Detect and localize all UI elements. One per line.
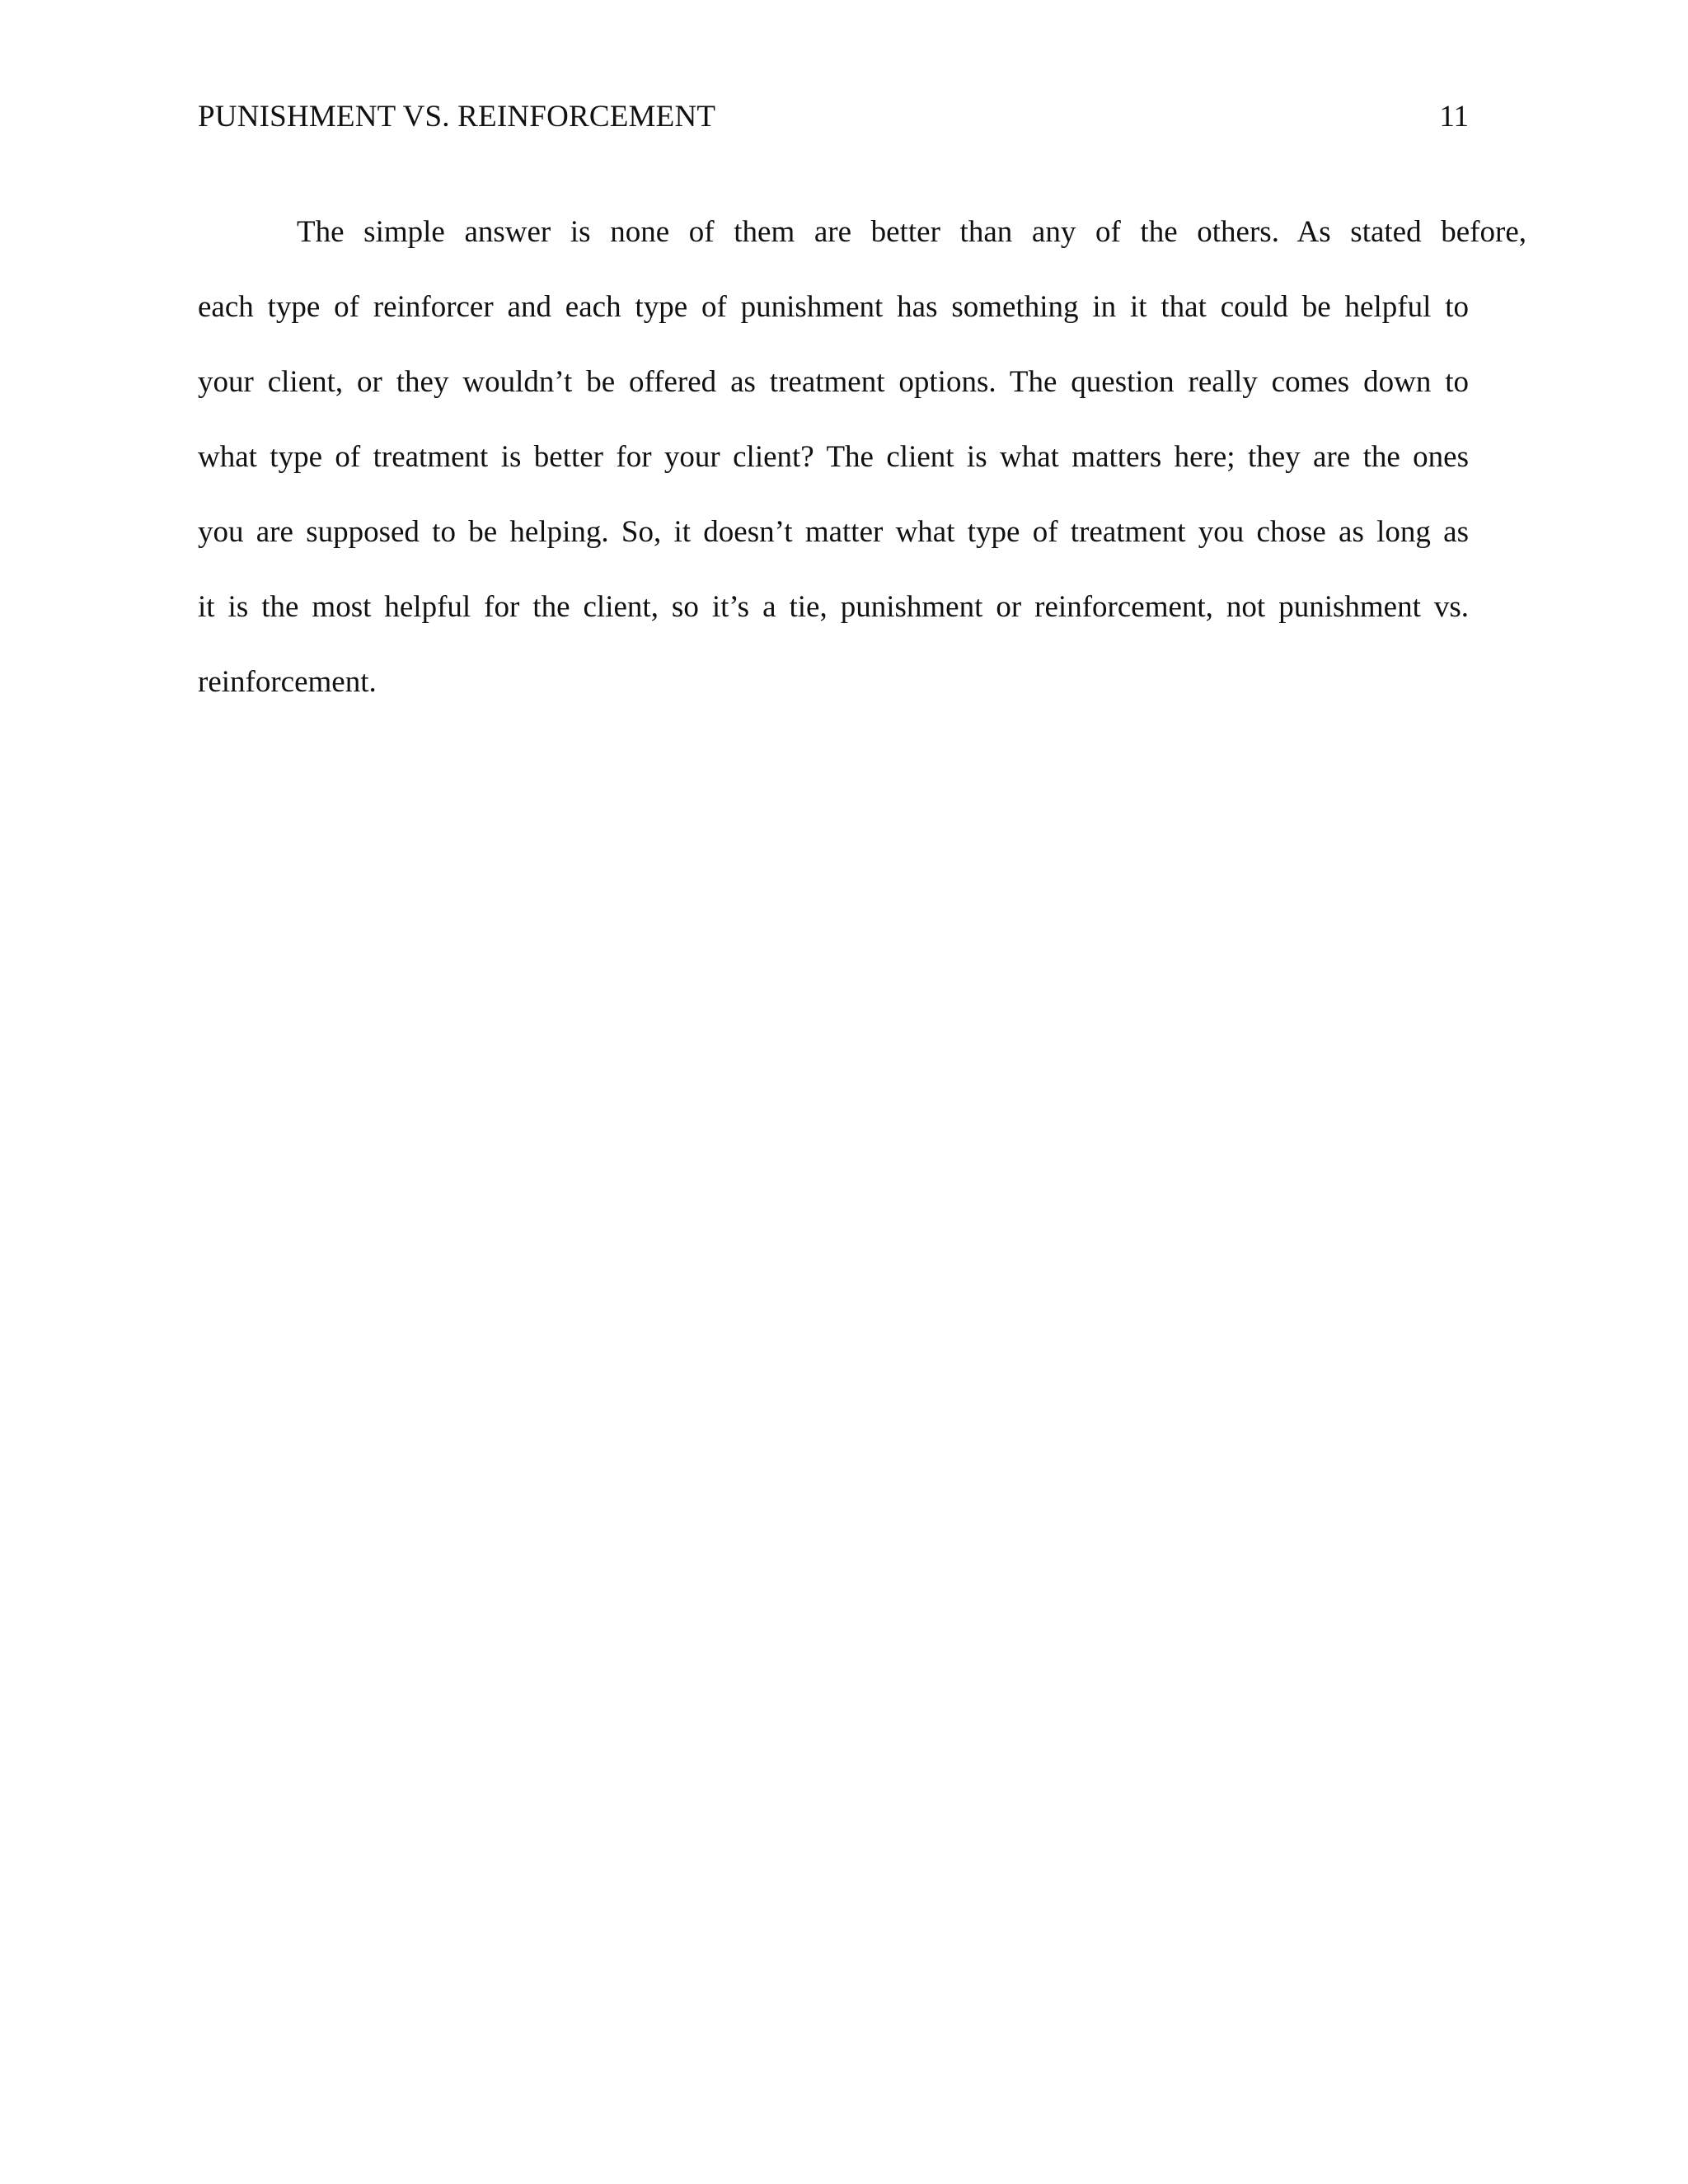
paragraph-line: each type of reinforcer and each type of punishment has something in it that could be helpful to bbox=[198, 290, 1469, 324]
page-number: 11 bbox=[1439, 100, 1469, 134]
paragraph-line: it is the most helpful for the client, so it’s a tie, punishment or reinforcement, not punishment vs. bbox=[198, 590, 1469, 624]
paragraph-line: you are supposed to be helping. So, it doesn’t matter what type of treatment you chose as long as bbox=[198, 515, 1469, 549]
paragraph-line: The simple answer is none of them are better than any of the others. As stated before, bbox=[297, 215, 1526, 249]
body-paragraph bbox=[198, 194, 1526, 719]
paragraph-line: your client, or they wouldn’t be offered as treatment options. The question really comes down to bbox=[198, 365, 1469, 399]
paragraph-line: what type of treatment is better for your client? The client is what matters here; they are the ones bbox=[198, 440, 1469, 474]
paragraph-line: reinforcement. bbox=[198, 665, 377, 699]
running-head: PUNISHMENT VS. REINFORCEMENT bbox=[198, 100, 716, 134]
